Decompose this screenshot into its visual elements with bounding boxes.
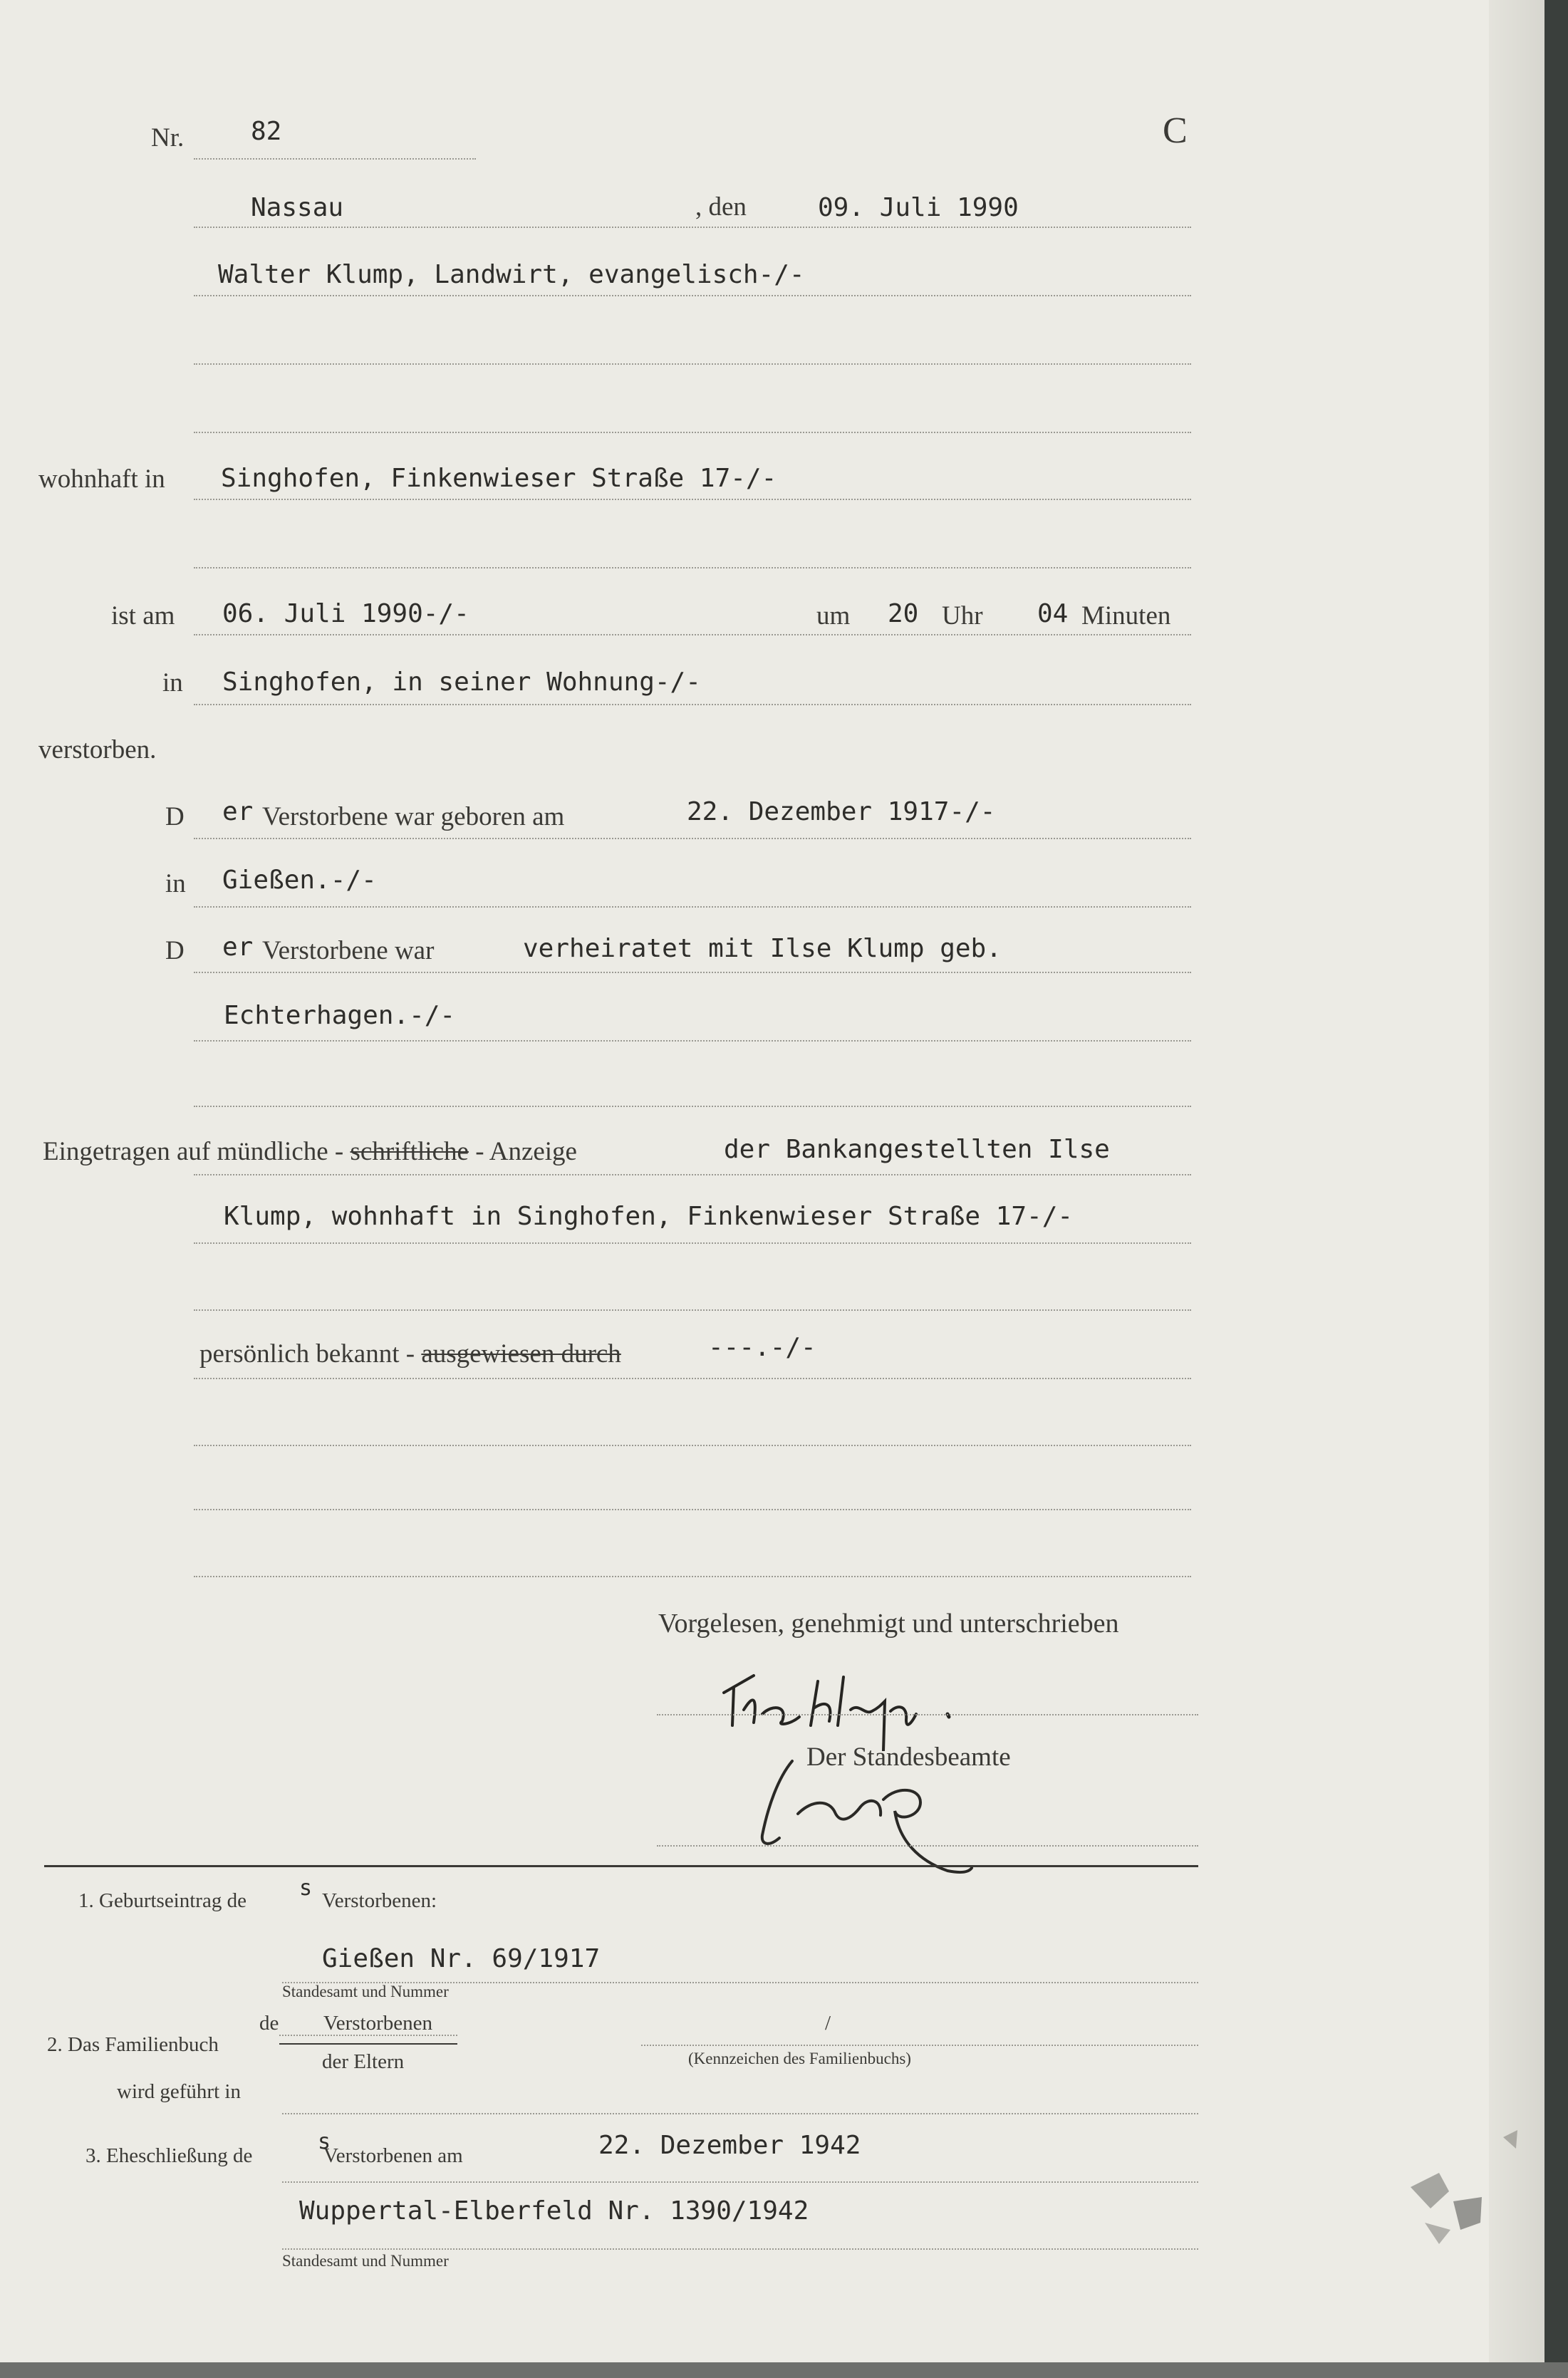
footnote1-suffix: s (299, 1876, 313, 1901)
person-line-3 (194, 432, 1191, 433)
death-in-label: in (162, 668, 183, 697)
marital-d-label: D (165, 936, 185, 965)
deceased-name: Walter Klump, Landwirt, evangelisch-/- (218, 260, 805, 289)
death-date-line (194, 634, 1191, 635)
entry-value-2: Klump, wohnhaft in Singhofen, Finkenwieser Straße 17-/- (224, 1202, 1074, 1231)
signature-line-2 (657, 1845, 1198, 1847)
scan-border (0, 2362, 1568, 2378)
minuten-label: Minuten (1081, 601, 1171, 630)
signature-ilse-klump (720, 1651, 1019, 1751)
nr-value: 82 (251, 117, 282, 146)
identity-line-3 (194, 1509, 1191, 1510)
footnote3-label: 3. Eheschließung de (85, 2144, 253, 2167)
footnote3-value: Wuppertal-Elberfeld Nr. 1390/1942 (299, 2196, 809, 2226)
registry-date: 09. Juli 1990 (818, 193, 1019, 222)
standesbeamte-label: Der Standesbeamte (806, 1743, 1011, 1772)
person-line-1 (194, 295, 1191, 296)
verstorben-label: verstorben. (38, 735, 157, 764)
footnote1-mid: Verstorbenen: (322, 1889, 437, 1912)
place-line (194, 227, 1191, 228)
footnote1-value: Gießen Nr. 69/1917 (322, 1944, 601, 1973)
footnote2-slash: / (825, 2012, 831, 2035)
um-label: um (816, 601, 851, 630)
footnote3-suffix: s (318, 2129, 331, 2154)
footnote3-date-line (282, 2181, 1198, 2183)
death-hour: 20 (888, 599, 919, 628)
footnote1-sublabel: Standesamt und Nummer (282, 1983, 449, 2000)
death-place: Singhofen, in seiner Wohnung-/- (222, 668, 701, 697)
footnote3-sublabel: Standesamt und Nummer (282, 2252, 449, 2270)
identity-label (199, 1341, 621, 1367)
footnote2-de: de (259, 2012, 279, 2035)
signature-standesbeamte (755, 1757, 1012, 1878)
footnote3-line (282, 2248, 1198, 2250)
birth-place-line (194, 906, 1191, 908)
footnote2-wird-line (282, 2113, 1198, 2114)
marital-value-1: verheiratet mit Ilse Klump geb. (523, 934, 1002, 963)
birth-date: 22. Dezember 1917-/- (687, 797, 996, 826)
death-place-line (194, 704, 1191, 705)
wohnhaft-line-2 (194, 567, 1191, 568)
footnote3-date: 22. Dezember 1942 (598, 2131, 861, 2160)
entry-line-2 (194, 1242, 1191, 1244)
death-minutes: 04 (1037, 599, 1069, 628)
identity-line-4 (194, 1576, 1191, 1577)
footnote2-sublabel: (Kennzeichen des Familienbuchs) (688, 2050, 911, 2067)
entry-label-part2: - Anzeige (475, 1137, 577, 1166)
identity-known: persönlich bekannt - (199, 1339, 415, 1369)
entry-line-1 (194, 1174, 1191, 1175)
marital-value-2: Echterhagen.-/- (224, 1001, 456, 1030)
entry-line-3 (194, 1309, 1191, 1311)
footnote2-option-deceased: Verstorbenen (323, 2012, 433, 2035)
birth-place: Gießen.-/- (222, 866, 377, 895)
identity-line-2 (194, 1445, 1191, 1446)
wohnhaft-line (194, 499, 1191, 500)
footnote3-mid: Verstorbenen am (323, 2144, 463, 2167)
form-letter: C (1163, 110, 1188, 151)
footnote1-label: 1. Geburtseintrag de (78, 1889, 246, 1912)
wohnhaft-label: wohnhaft in (38, 464, 165, 494)
marital-gender-suffix: er (222, 933, 254, 962)
birth-text: Verstorbene war geboren am (262, 802, 565, 831)
identity-line-1 (194, 1378, 1191, 1379)
entry-struck-option: schriftliche (350, 1137, 469, 1166)
paper-stain (1396, 2123, 1544, 2265)
uhr-label: Uhr (942, 601, 983, 630)
birth-in-label: in (165, 869, 186, 898)
wohnhaft-value: Singhofen, Finkenwieser Straße 17-/- (221, 464, 777, 493)
entry-label (43, 1138, 577, 1165)
birth-gender-suffix: er (222, 797, 254, 826)
birth-d-label: D (165, 802, 185, 831)
footnote2-wird: wird geführt in (117, 2080, 241, 2103)
marital-line-2 (194, 1040, 1191, 1042)
footnote2-label: 2. Das Familienbuch (47, 2033, 219, 2056)
death-date: 06. Juli 1990-/- (222, 599, 469, 628)
footnote2-option-line (279, 2035, 457, 2036)
footnote2-book-line (641, 2045, 1198, 2046)
entry-label-part1: Eingetragen auf mündliche - (43, 1137, 344, 1166)
signature-heading: Vorgelesen, genehmigt und unterschrieben (658, 1609, 1119, 1639)
registry-place: Nassau (251, 193, 344, 222)
den-label: , den (695, 192, 747, 222)
nr-line (194, 158, 476, 160)
nr-label: Nr. (151, 123, 185, 152)
entry-value-1: der Bankangestellten Ilse (724, 1135, 1110, 1164)
page-edge (1489, 0, 1544, 2362)
footnote-divider (44, 1865, 1198, 1867)
person-line-2 (194, 363, 1191, 365)
signature-line-1 (657, 1714, 1198, 1715)
marital-line-1 (194, 972, 1191, 973)
footnote2-option-parents: der Eltern (322, 2050, 405, 2073)
ist-am-label: ist am (111, 601, 175, 630)
identity-struck-option: ausgewiesen durch (421, 1339, 621, 1369)
birth-date-line (194, 838, 1191, 839)
identity-value: ---.-/- (708, 1333, 816, 1362)
marital-line-3 (194, 1106, 1191, 1107)
footnote2-option-divider (279, 2043, 457, 2045)
marital-text: Verstorbene war (262, 936, 435, 965)
